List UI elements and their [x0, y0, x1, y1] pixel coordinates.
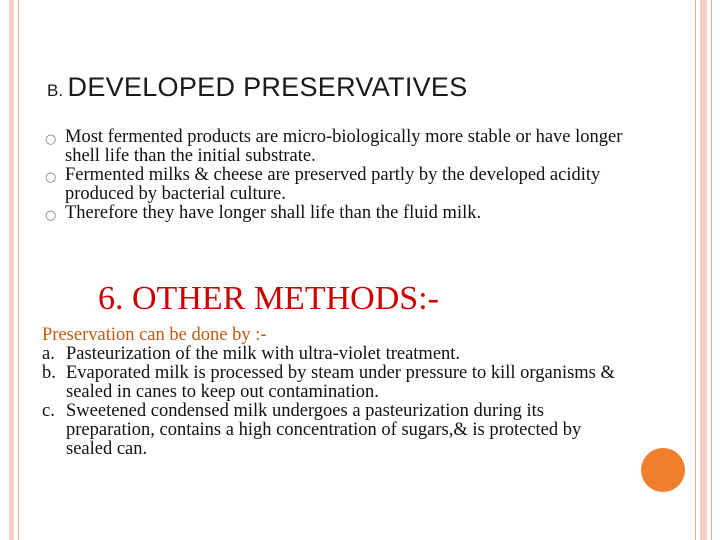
heading-letter: B. — [47, 81, 64, 100]
hollow-circle-bullet-icon: ○ — [45, 208, 57, 223]
bullet-text: Therefore they have longer shall life than the fluid milk. — [65, 203, 482, 223]
heading-text: DEVELOPED PRESERVATIVES — [67, 72, 468, 102]
right-border-line-inner — [695, 0, 696, 540]
left-border-line — [18, 0, 19, 540]
bullet-item — [45, 166, 635, 204]
method-item — [42, 402, 632, 459]
method-item-text: Evaporated milk is processed by steam under pressure to kill organisms & sealed in canes to keep out contamination. — [66, 363, 615, 402]
bullet-item — [45, 128, 635, 166]
slide-heading — [47, 72, 468, 103]
orange-circle-decoration — [641, 448, 685, 492]
method-item-text: Sweetened condensed milk undergoes a pasteurization during its preparation, contains a high concentration of sugars,& is protected by sealed can. — [66, 401, 582, 459]
bullet-list — [45, 128, 635, 223]
right-border-band — [700, 0, 707, 540]
hollow-circle-bullet-icon: ○ — [45, 170, 57, 185]
methods-text — [42, 326, 632, 459]
method-item-marker: b. — [42, 363, 56, 383]
method-item — [42, 364, 632, 402]
method-item-marker: a. — [42, 344, 55, 364]
method-item-marker: c. — [42, 401, 55, 421]
method-item — [42, 345, 632, 364]
section-title: 6. OTHER METHODS:- — [98, 280, 439, 317]
method-item-text: Pasteurization of the milk with ultra-violet treatment. — [66, 344, 461, 364]
bullet-text: Most fermented products are micro-biologically more stable or have longer shell life than the initial substrate. — [65, 127, 623, 166]
bullet-item — [45, 204, 635, 223]
right-border-line-outer — [711, 0, 712, 540]
hollow-circle-bullet-icon: ○ — [45, 132, 57, 147]
bullet-text: Fermented milks & cheese are preserved partly by the developed acidity produced by bacterial culture. — [65, 165, 601, 204]
methods-intro: Preservation can be done by :- — [42, 325, 267, 345]
left-border-band — [9, 0, 14, 540]
